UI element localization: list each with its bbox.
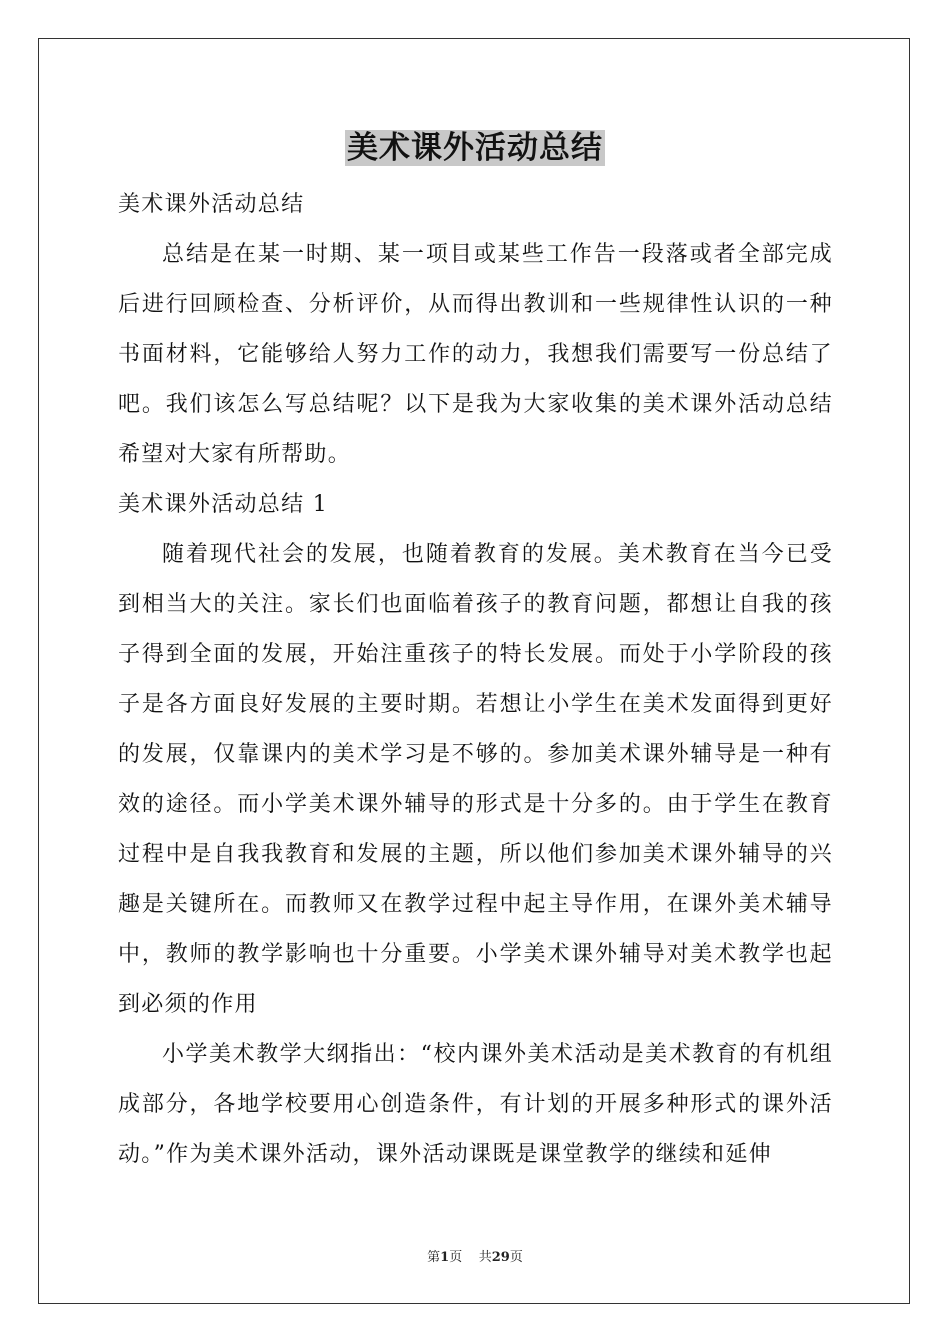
page-footer (0, 1246, 950, 1265)
intro-paragraph: 总结是在某一时期、某一项目或某些工作告一段落或者全部完成后进行回顾检查、分析评价，从而得出教训和一些规律性认识的一种书面材料，它能够给人努力工作的动力，我想我们需要写一份总结了吧。我们该怎么写总结呢？以下是我为大家收集的美术课外活动总结希望对大家有所帮助。 (118, 242, 833, 467)
page-suffix: 页 (449, 1250, 463, 1265)
section-heading-1: 美术课外活动总结 1 (118, 492, 328, 517)
document-body (118, 180, 833, 1180)
total-suffix: 页 (509, 1250, 523, 1265)
body-paragraph-1: 随着现代社会的发展，也随着教育的发展。美术教育在当今已受到相当大的关注。家长们也面临着孩子的教育问题，都想让自我的孩子得到全面的发展，开始注重孩子的特长发展。而处于小学阶段的孩子是各方面良好发展的主要时期。若想让小学生在美术发面得到更好的发展，仅靠课内的美术学习是不够的。参加美术课外辅导是一种有效的途径。而小学美术课外辅导的形式是十分多的。由于学生在教育过程中是自我我教育和发展的主题，所以他们参加美术课外辅导的兴趣是关键所在。而教师又在教学过程中起主导作用，在课外美术辅导中，教师的教学影响也十分重要。小学美术课外辅导对美术教学也起到必须的作用 (118, 542, 833, 1017)
total-pages: 29 (491, 1250, 510, 1265)
body-paragraph-2: 小学美术教学大纲指出：“校内课外美术活动是美术教育的有机组成部分，各地学校要用心创造条件，有计划的开展多种形式的课外活动。”作为美术课外活动，课外活动课既是课堂教学的继续和延伸 (118, 1042, 833, 1167)
total-prefix: 共 (478, 1250, 492, 1265)
page-prefix: 第 (427, 1250, 441, 1265)
section-heading: 美术课外活动总结 (118, 192, 305, 217)
page-number: 1 (440, 1250, 450, 1265)
document-title-container (0, 128, 950, 168)
document-title: 美术课外活动总结 (347, 130, 603, 166)
